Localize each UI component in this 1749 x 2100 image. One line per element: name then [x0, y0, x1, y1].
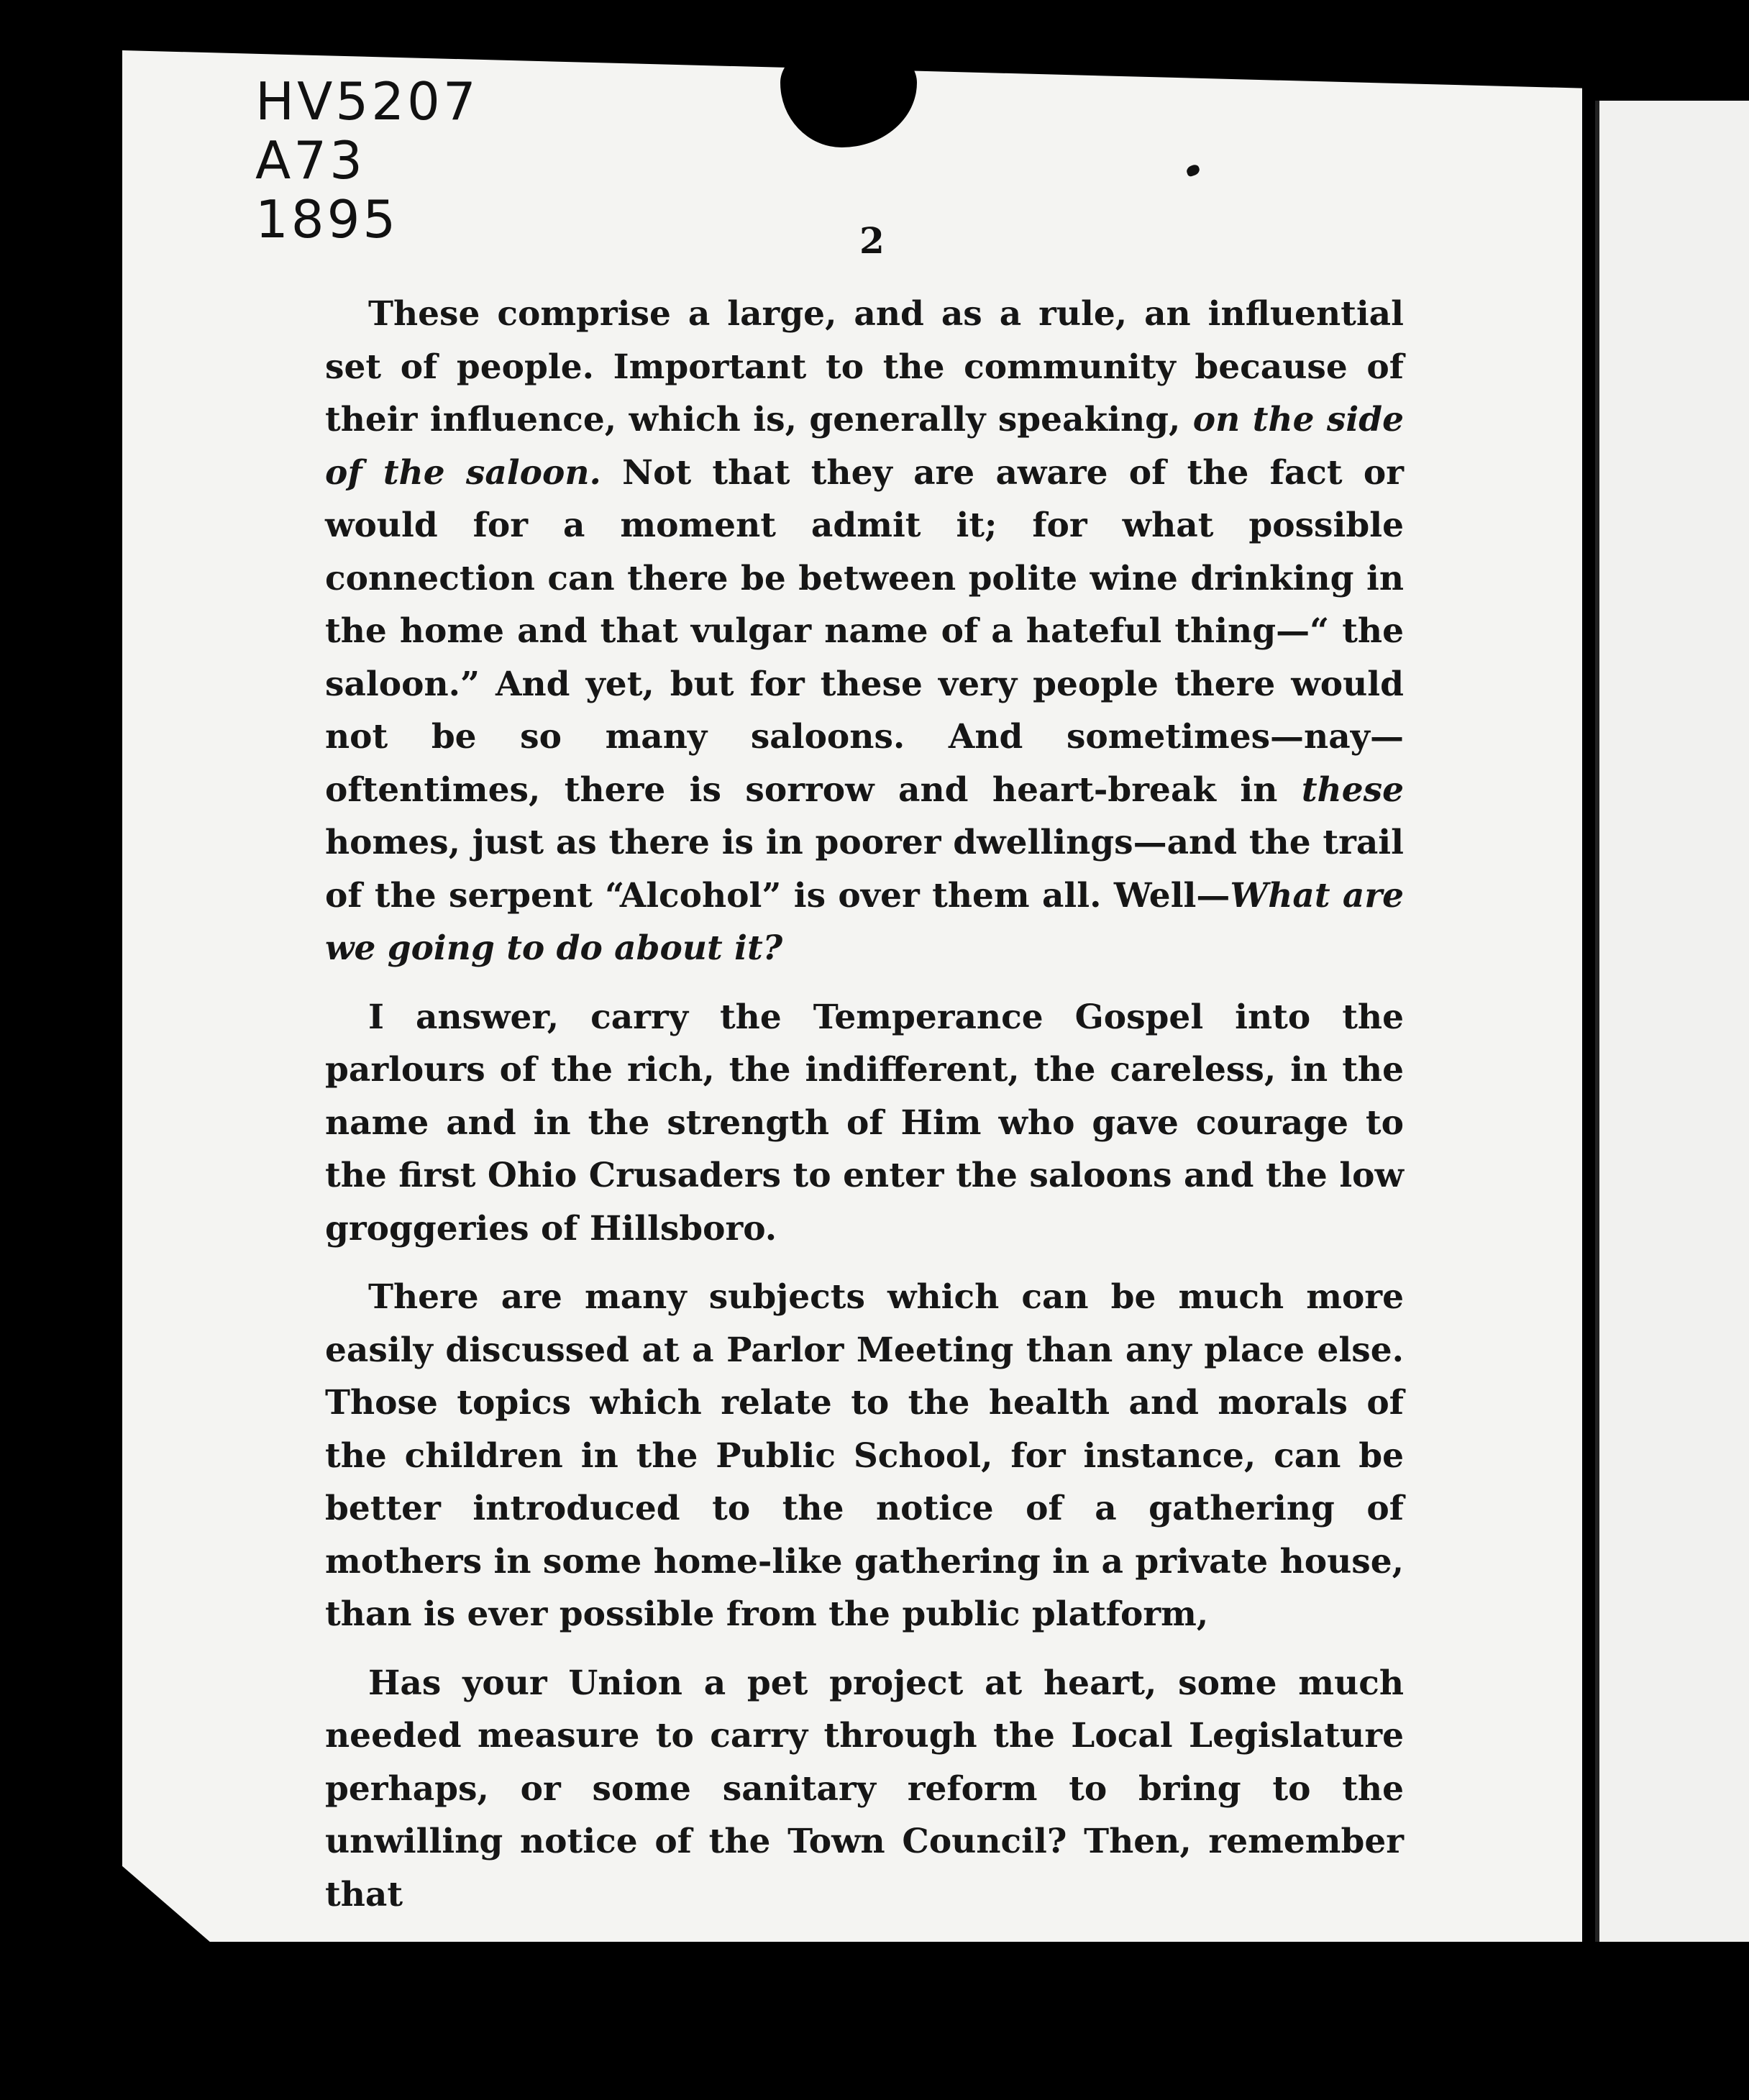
call-number-line: A73: [255, 130, 365, 191]
body-text: [325, 288, 1404, 1937]
paragraph: [325, 1657, 1404, 1922]
text-run: There are many subjects which can be much more easily discussed at a Parlor Meeting than any place else. Those topics which relate to the health and morals of the children in the Public School, for instance, can be better introduced to the notice of a gathering of mothers in some home-like gathering in a private house, than is ever possible from the public platform,: [325, 1277, 1404, 1634]
call-number-line: HV5207: [255, 71, 479, 132]
italic-text: on the side of the saloon.: [325, 400, 1404, 493]
page-number: 2: [859, 219, 885, 262]
text-run: homes, just as there is in poorer dwellings—and the trail of the serpent “Alcohol” is over them all. Well—: [325, 823, 1404, 916]
text-run: These comprise a large, and as a rule, an influential set of people. Important to the community because of their influence, which is, generally speaking,: [325, 294, 1404, 439]
text-run: Has your Union a pet project at heart, some much needed measure to carry through the Local Legislature perhaps, or some sanitary reform to bring to the unwilling notice of the Town Council? Then, remember that: [325, 1663, 1404, 1914]
text-run: Not that they are aware of the fact or would for a moment admit it; for what possible connection can there be between polite wine drinking in the home and that vulgar name of a hateful thing—“ the saloon.” And yet, but for these very people there would not be so many saloons. And sometimes—nay—oftentimes, there is sorrow and heart-break in: [325, 452, 1404, 810]
call-number-line: 1895: [255, 189, 399, 250]
paragraph: [325, 991, 1404, 1256]
handwritten-call-number: [255, 72, 479, 249]
text-run: I answer, carry the Temperance Gospel into the parlours of the rich, the indifferent, the careless, in the name and in the strength of Him who gave courage to the first Ohio Crusaders to enter the saloons and the low groggeries of Hillsboro.: [325, 997, 1404, 1248]
paragraph: [325, 1271, 1404, 1641]
adjacent-page-edge: [1595, 101, 1749, 1942]
paragraph: [325, 288, 1404, 975]
italic-text: What are we going to do about it?: [325, 875, 1404, 968]
italic-text: these: [1301, 770, 1404, 810]
